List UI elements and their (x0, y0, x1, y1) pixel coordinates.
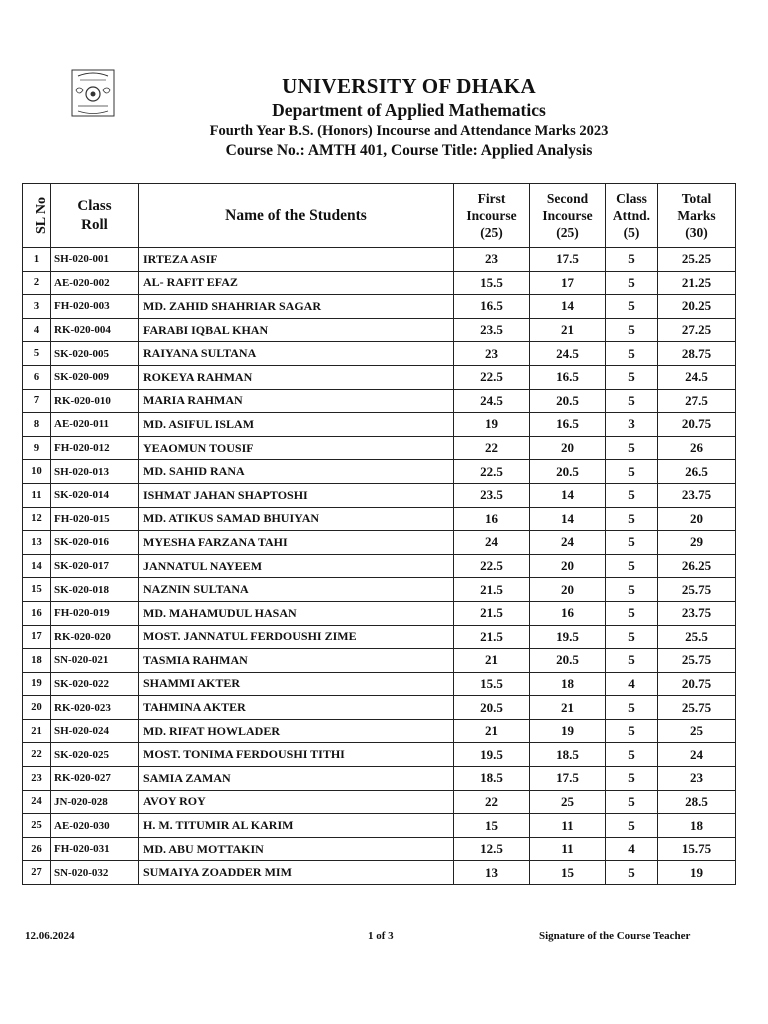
roll-cell: RK-020-023 (51, 696, 139, 720)
name-cell: IRTEZA ASIF (139, 248, 454, 272)
first-incourse-cell: 22.5 (454, 554, 530, 578)
first-incourse-cell: 21.5 (454, 578, 530, 602)
table-row (23, 483, 736, 507)
name-cell: MD. ABU MOTTAKIN (139, 837, 454, 861)
roll-cell: SN-020-021 (51, 649, 139, 673)
table-row (23, 531, 736, 555)
sl-cell: 23 (23, 767, 51, 791)
sl-cell: 14 (23, 554, 51, 578)
name-cell: RAIYANA SULTANA (139, 342, 454, 366)
name-cell: SHAMMI AKTER (139, 672, 454, 696)
total-marks-cell: 15.75 (658, 837, 736, 861)
second-incourse-cell: 20.5 (530, 460, 606, 484)
second-incourse-cell: 24.5 (530, 342, 606, 366)
sl-cell: 8 (23, 413, 51, 437)
first-incourse-cell: 22.5 (454, 365, 530, 389)
roll-cell: SK-020-022 (51, 672, 139, 696)
second-incourse-cell: 20 (530, 578, 606, 602)
second-incourse-cell: 18 (530, 672, 606, 696)
total-marks-cell: 25.5 (658, 625, 736, 649)
attendance-cell: 5 (606, 295, 658, 319)
second-incourse-cell: 20 (530, 436, 606, 460)
attendance-cell: 5 (606, 365, 658, 389)
first-incourse-cell: 16.5 (454, 295, 530, 319)
total-marks-cell: 25.75 (658, 696, 736, 720)
attendance-cell: 5 (606, 601, 658, 625)
sl-cell: 2 (23, 271, 51, 295)
roll-cell: RK-020-027 (51, 767, 139, 791)
total-marks-cell: 23.75 (658, 601, 736, 625)
total-marks-cell: 26 (658, 436, 736, 460)
attendance-cell: 5 (606, 649, 658, 673)
roll-cell: SK-020-005 (51, 342, 139, 366)
table-row (23, 625, 736, 649)
total-marks-cell: 20 (658, 507, 736, 531)
name-cell: FARABI IQBAL KHAN (139, 318, 454, 342)
university-title: UNIVERSITY OF DHAKA (282, 74, 536, 98)
second-incourse-cell: 20 (530, 554, 606, 578)
table-row (23, 295, 736, 319)
first-incourse-cell: 12.5 (454, 837, 530, 861)
total-marks-cell: 28.75 (658, 342, 736, 366)
name-cell: H. M. TITUMIR AL KARIM (139, 814, 454, 838)
total-marks-cell: 27.25 (658, 318, 736, 342)
second-incourse-cell: 16.5 (530, 413, 606, 437)
total-marks-cell: 24.5 (658, 365, 736, 389)
name-cell: ROKEYA RAHMAN (139, 365, 454, 389)
total-marks-cell: 27.5 (658, 389, 736, 413)
first-incourse-cell: 20.5 (454, 696, 530, 720)
sl-cell: 26 (23, 837, 51, 861)
roll-cell: FH-020-019 (51, 601, 139, 625)
table-row (23, 507, 736, 531)
table-row (23, 578, 736, 602)
attendance-cell: 5 (606, 248, 658, 272)
attendance-cell: 5 (606, 743, 658, 767)
total-marks-cell: 20.75 (658, 413, 736, 437)
table-row (23, 271, 736, 295)
first-incourse-cell: 19 (454, 413, 530, 437)
col-header-second-incourse: Second Incourse (25) (530, 184, 606, 248)
name-cell: MD. ASIFUL ISLAM (139, 413, 454, 437)
col-header-roll: Class Roll (51, 184, 139, 248)
table-header-row (23, 184, 736, 248)
attendance-cell: 5 (606, 625, 658, 649)
course-title: Course No.: AMTH 401, Course Title: Applied Analysis (225, 142, 593, 159)
total-marks-cell: 20.25 (658, 295, 736, 319)
name-cell: MOST. TONIMA FERDOUSHI TITHI (139, 743, 454, 767)
second-incourse-cell: 19 (530, 719, 606, 743)
table-row (23, 767, 736, 791)
sl-cell: 6 (23, 365, 51, 389)
table-row (23, 743, 736, 767)
second-incourse-cell: 20.5 (530, 649, 606, 673)
first-incourse-cell: 13 (454, 861, 530, 885)
sl-cell: 19 (23, 672, 51, 696)
attendance-cell: 3 (606, 413, 658, 437)
table-row (23, 342, 736, 366)
sl-cell: 22 (23, 743, 51, 767)
first-incourse-cell: 23 (454, 248, 530, 272)
sl-cell: 10 (23, 460, 51, 484)
second-incourse-cell: 16 (530, 601, 606, 625)
second-incourse-cell: 16.5 (530, 365, 606, 389)
total-marks-cell: 23 (658, 767, 736, 791)
first-incourse-cell: 15.5 (454, 271, 530, 295)
first-incourse-cell: 24.5 (454, 389, 530, 413)
second-incourse-cell: 25 (530, 790, 606, 814)
table-row (23, 436, 736, 460)
total-marks-cell: 19 (658, 861, 736, 885)
total-marks-cell: 26.5 (658, 460, 736, 484)
sl-cell: 7 (23, 389, 51, 413)
name-cell: TAHMINA AKTER (139, 696, 454, 720)
table-row (23, 696, 736, 720)
table-row (23, 460, 736, 484)
table-body (23, 248, 736, 885)
second-incourse-cell: 21 (530, 696, 606, 720)
col-header-attendance: Class Attnd. (5) (606, 184, 658, 248)
name-cell: NAZNIN SULTANA (139, 578, 454, 602)
attendance-cell: 5 (606, 483, 658, 507)
roll-cell: FH-020-012 (51, 436, 139, 460)
first-incourse-cell: 22.5 (454, 460, 530, 484)
sl-cell: 18 (23, 649, 51, 673)
name-cell: MOST. JANNATUL FERDOUSHI ZIME (139, 625, 454, 649)
table-row (23, 790, 736, 814)
sl-cell: 27 (23, 861, 51, 885)
first-incourse-cell: 24 (454, 531, 530, 555)
name-cell: MD. MAHAMUDUL HASAN (139, 601, 454, 625)
name-cell: MD. ZAHID SHAHRIAR SAGAR (139, 295, 454, 319)
sl-cell: 21 (23, 719, 51, 743)
exam-title: Fourth Year B.S. (Honors) Incourse and Attendance Marks 2023 (209, 123, 609, 139)
second-incourse-cell: 21 (530, 318, 606, 342)
table-row (23, 672, 736, 696)
sl-cell: 25 (23, 814, 51, 838)
second-incourse-cell: 11 (530, 814, 606, 838)
table-row (23, 365, 736, 389)
sl-cell: 15 (23, 578, 51, 602)
sl-cell: 11 (23, 483, 51, 507)
name-cell: MD. RIFAT HOWLADER (139, 719, 454, 743)
attendance-cell: 5 (606, 507, 658, 531)
second-incourse-cell: 24 (530, 531, 606, 555)
total-marks-cell: 23.75 (658, 483, 736, 507)
first-incourse-cell: 22 (454, 436, 530, 460)
first-incourse-cell: 22 (454, 790, 530, 814)
total-marks-cell: 25.75 (658, 578, 736, 602)
roll-cell: FH-020-015 (51, 507, 139, 531)
second-incourse-cell: 14 (530, 507, 606, 531)
name-cell: MD. SAHID RANA (139, 460, 454, 484)
total-marks-cell: 26.25 (658, 554, 736, 578)
attendance-cell: 5 (606, 531, 658, 555)
table-row (23, 248, 736, 272)
name-cell: ISHMAT JAHAN SHAPTOSHI (139, 483, 454, 507)
second-incourse-cell: 11 (530, 837, 606, 861)
table-row (23, 649, 736, 673)
roll-cell: AE-020-011 (51, 413, 139, 437)
attendance-cell: 5 (606, 814, 658, 838)
roll-cell: FH-020-003 (51, 295, 139, 319)
first-incourse-cell: 19.5 (454, 743, 530, 767)
footer-signature: Signature of the Course Teacher (539, 930, 691, 942)
second-incourse-cell: 17 (530, 271, 606, 295)
roll-cell: SK-020-016 (51, 531, 139, 555)
attendance-cell: 5 (606, 578, 658, 602)
footer-date: 12.06.2024 (25, 930, 75, 942)
name-cell: MD. ATIKUS SAMAD BHUIYAN (139, 507, 454, 531)
sl-cell: 24 (23, 790, 51, 814)
roll-cell: JN-020-028 (51, 790, 139, 814)
second-incourse-cell: 20.5 (530, 389, 606, 413)
col-header-name: Name of the Students (139, 184, 454, 248)
table-row (23, 318, 736, 342)
name-cell: YEAOMUN TOUSIF (139, 436, 454, 460)
roll-cell: RK-020-004 (51, 318, 139, 342)
second-incourse-cell: 14 (530, 295, 606, 319)
second-incourse-cell: 15 (530, 861, 606, 885)
second-incourse-cell: 14 (530, 483, 606, 507)
total-marks-cell: 25.25 (658, 248, 736, 272)
roll-cell: AE-020-002 (51, 271, 139, 295)
total-marks-cell: 18 (658, 814, 736, 838)
roll-cell: SK-020-009 (51, 365, 139, 389)
table-row (23, 601, 736, 625)
roll-cell: SN-020-032 (51, 861, 139, 885)
table-row (23, 837, 736, 861)
attendance-cell: 4 (606, 837, 658, 861)
total-marks-cell: 25 (658, 719, 736, 743)
name-cell: SUMAIYA ZOADDER MIM (139, 861, 454, 885)
table-row (23, 861, 736, 885)
roll-cell: SK-020-014 (51, 483, 139, 507)
first-incourse-cell: 18.5 (454, 767, 530, 791)
first-incourse-cell: 23 (454, 342, 530, 366)
total-marks-cell: 20.75 (658, 672, 736, 696)
attendance-cell: 5 (606, 696, 658, 720)
attendance-cell: 5 (606, 271, 658, 295)
first-incourse-cell: 23.5 (454, 318, 530, 342)
attendance-cell: 5 (606, 861, 658, 885)
roll-cell: FH-020-031 (51, 837, 139, 861)
roll-cell: SH-020-001 (51, 248, 139, 272)
total-marks-cell: 21.25 (658, 271, 736, 295)
footer-page-number: 1 of 3 (368, 930, 394, 942)
table-row (23, 413, 736, 437)
col-header-first-incourse: First Incourse (25) (454, 184, 530, 248)
name-cell: TASMIA RAHMAN (139, 649, 454, 673)
sl-cell: 12 (23, 507, 51, 531)
roll-cell: SH-020-024 (51, 719, 139, 743)
attendance-cell: 5 (606, 554, 658, 578)
name-cell: AVOY ROY (139, 790, 454, 814)
table-row (23, 389, 736, 413)
total-marks-cell: 29 (658, 531, 736, 555)
department-title: Department of Applied Mathematics (272, 100, 546, 120)
second-incourse-cell: 17.5 (530, 248, 606, 272)
total-marks-cell: 28.5 (658, 790, 736, 814)
first-incourse-cell: 15.5 (454, 672, 530, 696)
roll-cell: SK-020-017 (51, 554, 139, 578)
roll-cell: SK-020-018 (51, 578, 139, 602)
attendance-cell: 5 (606, 767, 658, 791)
attendance-cell: 5 (606, 342, 658, 366)
roll-cell: SK-020-025 (51, 743, 139, 767)
name-cell: MARIA RAHMAN (139, 389, 454, 413)
first-incourse-cell: 16 (454, 507, 530, 531)
roll-cell: SH-020-013 (51, 460, 139, 484)
attendance-cell: 5 (606, 719, 658, 743)
roll-cell: AE-020-030 (51, 814, 139, 838)
second-incourse-cell: 17.5 (530, 767, 606, 791)
attendance-cell: 5 (606, 318, 658, 342)
attendance-cell: 5 (606, 389, 658, 413)
name-cell: JANNATUL NAYEEM (139, 554, 454, 578)
first-incourse-cell: 21.5 (454, 625, 530, 649)
total-marks-cell: 24 (658, 743, 736, 767)
second-incourse-cell: 18.5 (530, 743, 606, 767)
first-incourse-cell: 15 (454, 814, 530, 838)
name-cell: SAMIA ZAMAN (139, 767, 454, 791)
name-cell: AL- RAFIT EFAZ (139, 271, 454, 295)
first-incourse-cell: 21.5 (454, 601, 530, 625)
sl-cell: 3 (23, 295, 51, 319)
sl-cell: 5 (23, 342, 51, 366)
roll-cell: RK-020-020 (51, 625, 139, 649)
col-header-total: Total Marks (30) (658, 184, 736, 248)
total-marks-cell: 25.75 (658, 649, 736, 673)
attendance-cell: 5 (606, 790, 658, 814)
name-cell: MYESHA FARZANA TAHI (139, 531, 454, 555)
second-incourse-cell: 19.5 (530, 625, 606, 649)
sl-cell: 4 (23, 318, 51, 342)
table-row (23, 719, 736, 743)
attendance-cell: 5 (606, 460, 658, 484)
first-incourse-cell: 23.5 (454, 483, 530, 507)
attendance-cell: 4 (606, 672, 658, 696)
first-incourse-cell: 21 (454, 719, 530, 743)
sl-cell: 1 (23, 248, 51, 272)
sl-cell: 13 (23, 531, 51, 555)
first-incourse-cell: 21 (454, 649, 530, 673)
sl-cell: 16 (23, 601, 51, 625)
attendance-cell: 5 (606, 436, 658, 460)
sl-cell: 17 (23, 625, 51, 649)
sl-cell: 20 (23, 696, 51, 720)
table-row (23, 814, 736, 838)
marks-table (22, 183, 736, 885)
sl-cell: 9 (23, 436, 51, 460)
col-header-sl: SL No (23, 184, 51, 248)
table-row (23, 554, 736, 578)
roll-cell: RK-020-010 (51, 389, 139, 413)
